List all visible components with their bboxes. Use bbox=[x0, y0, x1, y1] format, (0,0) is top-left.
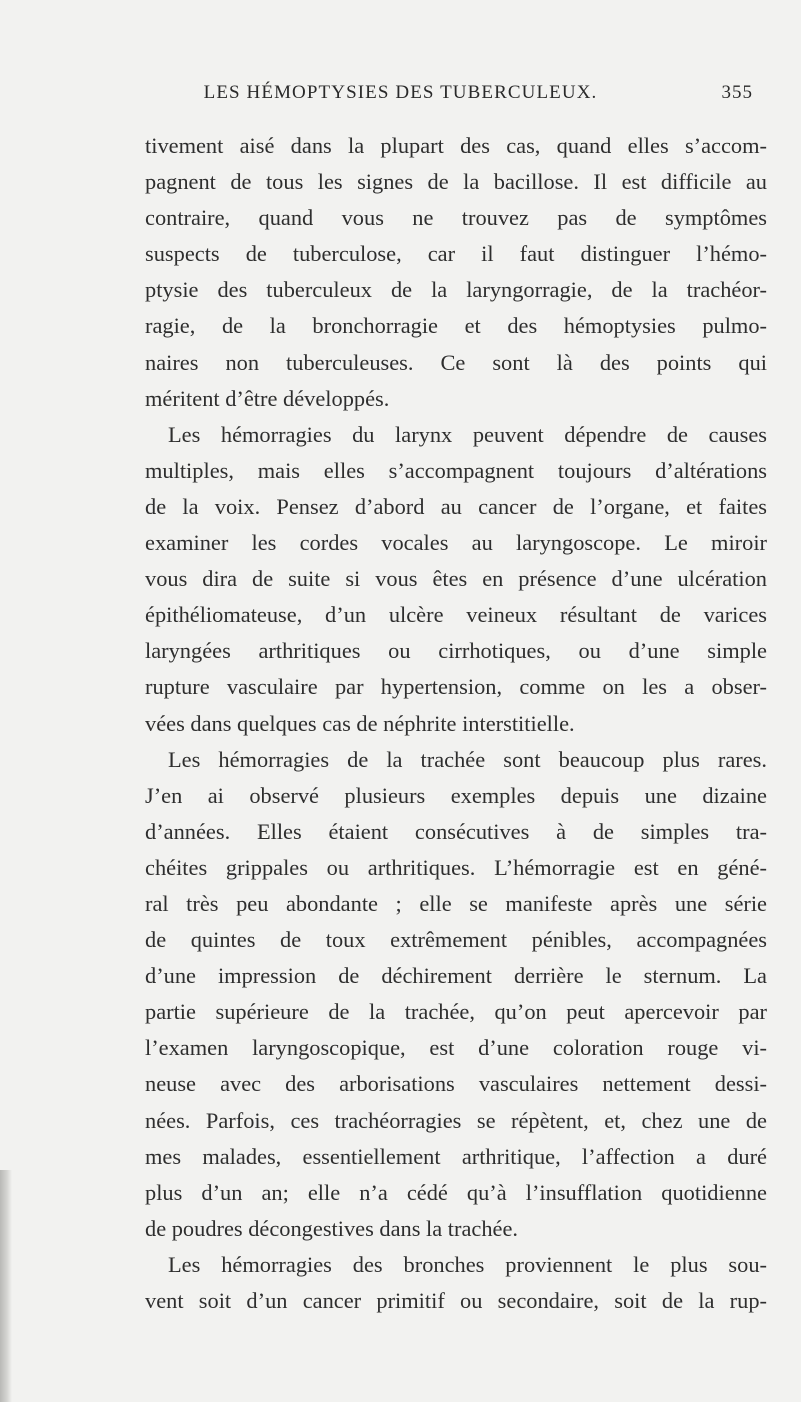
running-title: LES HÉMOPTYSIES DES TUBERCULEUX. bbox=[203, 82, 598, 103]
text-line: vous dira de suite si vous êtes en présence d’une ulcération bbox=[145, 566, 767, 592]
text-line: rupture vasculaire par hypertension, comme on les a obser- bbox=[145, 674, 767, 700]
text-line: examiner les cordes vocales au laryngoscope. Le miroir bbox=[145, 530, 767, 556]
text-line: vent soit d’un cancer primitif ou secondaire, soit de la rup- bbox=[145, 1288, 767, 1313]
text-line: ral très peu abondante ; elle se manifeste après une série bbox=[145, 890, 767, 916]
text-line: plus d’un an; elle n’a cédé qu’à l’insufflation quotidienne bbox=[145, 1179, 767, 1205]
text-line: contraire, quand vous ne trouvez pas de symptômes bbox=[145, 205, 767, 231]
text-line: de poudres décongestives dans la trachée. bbox=[145, 1215, 519, 1241]
text-line: vées dans quelques cas de néphrite interstitielle. bbox=[145, 710, 575, 736]
text-line: Les hémorragies des bronches proviennent le plus sou- bbox=[168, 1251, 767, 1277]
text-line: pagnent de tous les signes de la bacillose. Il est difficile au bbox=[145, 169, 767, 195]
text-line: mes malades, essentiellement arthritique, l’affection a duré bbox=[145, 1143, 767, 1169]
text-line: laryngées arthritiques ou cirrhotiques, ou d’une simple bbox=[145, 638, 767, 664]
page-number: 355 bbox=[721, 82, 753, 103]
text-line: méritent d’être développés. bbox=[145, 385, 390, 411]
text-line: de la voix. Pensez d’abord au cancer de l’organe, et faites bbox=[145, 493, 767, 519]
body-text bbox=[145, 128, 767, 1319]
text-line: suspects de tuberculose, car il faut distinguer l’hémo- bbox=[145, 241, 767, 267]
text-line: tivement aisé dans la plupart des cas, quand elles s’accom- bbox=[145, 133, 767, 158]
text-line: d’une impression de déchirement derrière le sternum. La bbox=[145, 963, 767, 989]
text-line: ragie, de la bronchorragie et des hémoptysies pulmo- bbox=[145, 313, 767, 339]
text-line: d’années. Elles étaient consécutives à de simples tra- bbox=[145, 818, 767, 844]
page-edge-shadow bbox=[0, 1170, 12, 1402]
page-header bbox=[0, 82, 801, 112]
text-line: multiples, mais elles s’accompagnent toujours d’altérations bbox=[145, 457, 767, 483]
text-line: l’examen laryngoscopique, est d’une coloration rouge vi- bbox=[145, 1035, 767, 1061]
text-line: J’en ai observé plusieurs exemples depuis une dizaine bbox=[145, 782, 767, 808]
text-line: partie supérieure de la trachée, qu’on peut apercevoir par bbox=[145, 999, 767, 1025]
text-line: chéites grippales ou arthritiques. L’hémorragie est en géné- bbox=[145, 854, 767, 880]
text-line: neuse avec des arborisations vasculaires nettement dessi- bbox=[145, 1071, 767, 1097]
text-line: ptysie des tuberculeux de la laryngorragie, de la trachéor- bbox=[145, 277, 767, 303]
text-line: naires non tuberculeuses. Ce sont là des points qui bbox=[145, 349, 767, 375]
text-line: Les hémorragies du larynx peuvent dépendre de causes bbox=[168, 421, 767, 447]
text-line: nées. Parfois, ces trachéorragies se répètent, et, chez une de bbox=[145, 1107, 767, 1133]
text-line: de quintes de toux extrêmement pénibles, accompagnées bbox=[145, 927, 767, 953]
text-line: épithéliomateuse, d’un ulcère veineux résultant de varices bbox=[145, 602, 767, 628]
text-line: Les hémorragies de la trachée sont beaucoup plus rares. bbox=[168, 746, 767, 772]
